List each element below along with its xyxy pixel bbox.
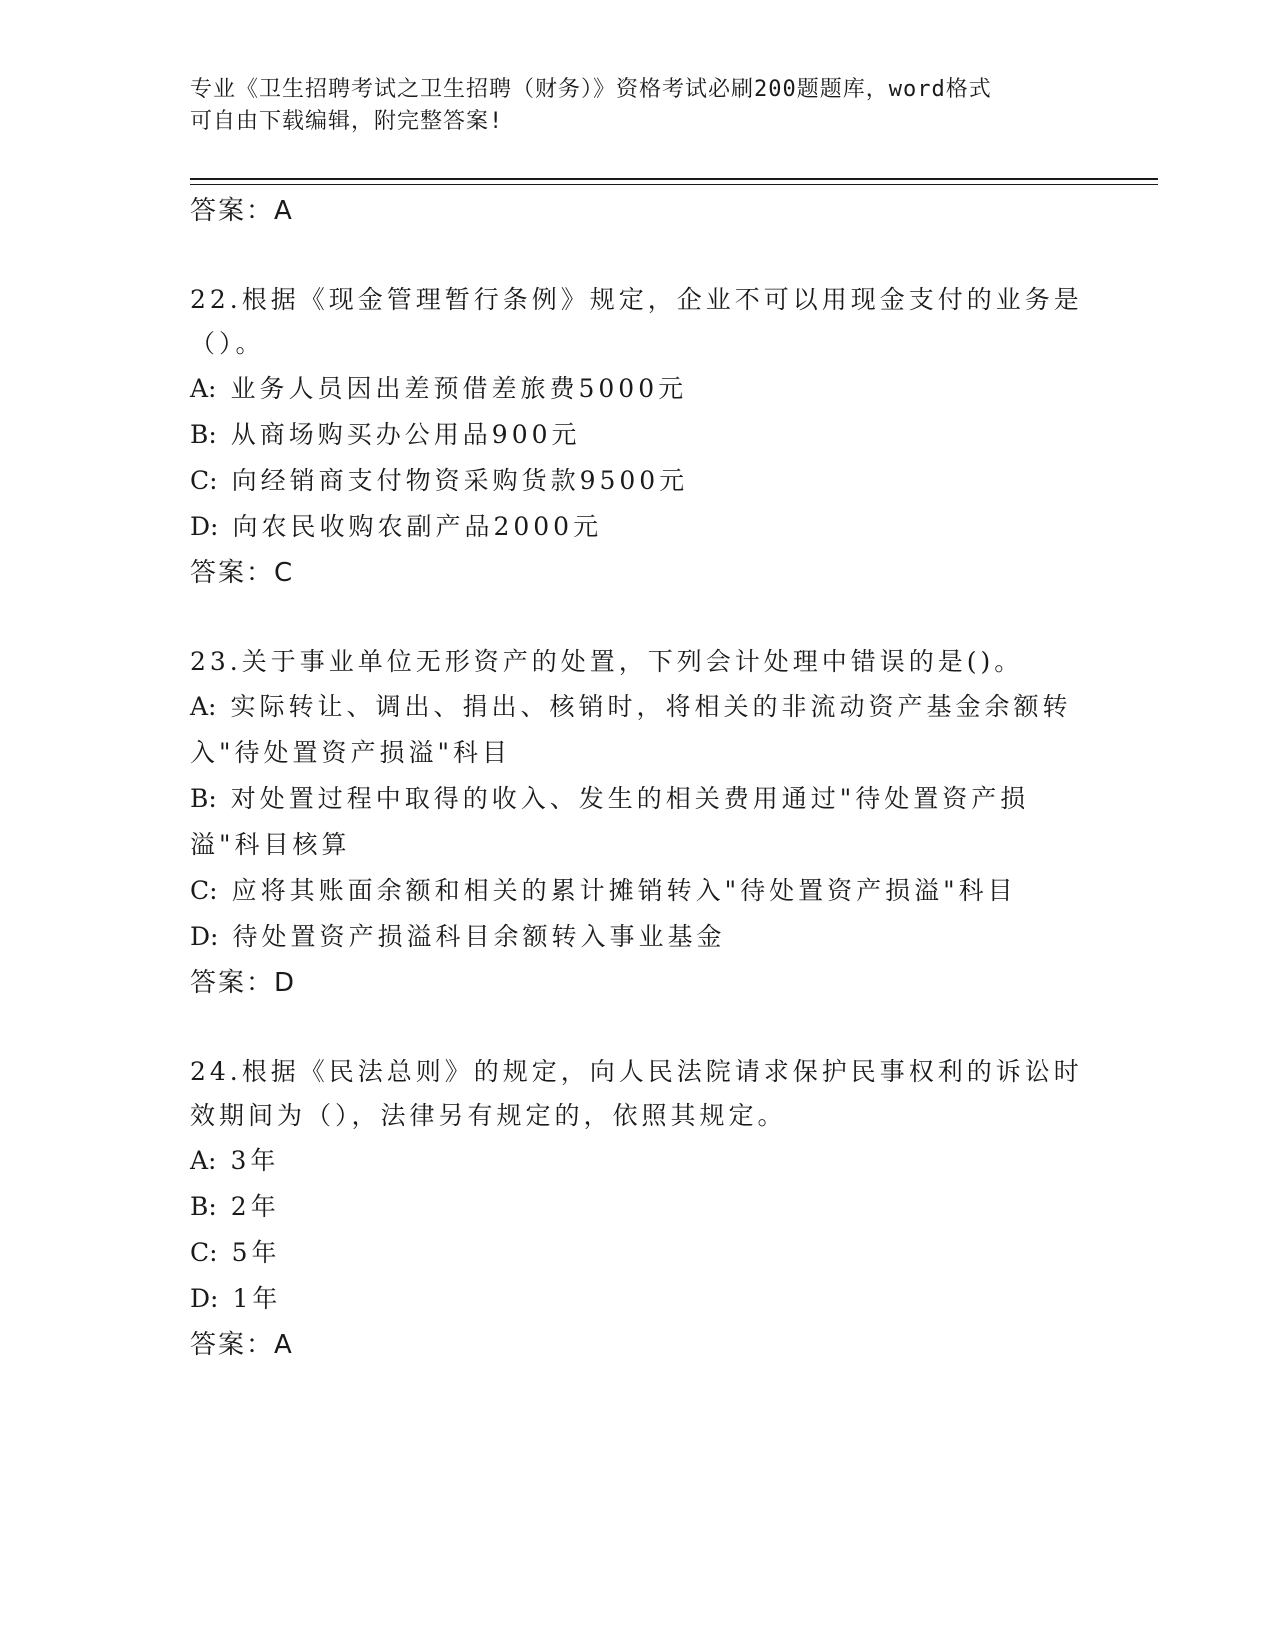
option-b bbox=[190, 776, 1090, 868]
question-24 bbox=[190, 1050, 1090, 1368]
option-label: D: bbox=[190, 1284, 219, 1313]
option-text: 3年 bbox=[230, 1146, 280, 1175]
answer: 答案：D bbox=[190, 968, 297, 998]
option-text: 2年 bbox=[230, 1192, 280, 1221]
option-d bbox=[190, 504, 1090, 550]
option-label: A: bbox=[190, 1146, 217, 1175]
question-list bbox=[190, 188, 1090, 1368]
question-text: 24.根据《民法总则》的规定，向人民法院请求保护民事权利的诉讼时效期间为（），法律另有规定的，依照其规定。 bbox=[190, 1057, 1083, 1130]
option-label: C: bbox=[190, 876, 218, 905]
option-d bbox=[190, 1276, 1090, 1322]
option-text: 1年 bbox=[232, 1284, 282, 1313]
previous-answer: 答案：A bbox=[190, 196, 294, 226]
option-text: 待处置资产损溢科目余额转入事业基金 bbox=[232, 922, 726, 951]
question-23 bbox=[190, 640, 1090, 1006]
option-text: 实际转让、调出、捐出、核销时，将相关的非流动资产基金余额转入"待处置资产损溢"科目 bbox=[190, 692, 1072, 767]
question-22 bbox=[190, 278, 1090, 596]
option-label: A: bbox=[190, 374, 217, 403]
option-label: C: bbox=[190, 466, 218, 495]
option-text: 向经销商支付物资采购货款9500元 bbox=[231, 466, 689, 495]
option-label: B: bbox=[190, 784, 217, 813]
question-text: 23.关于事业单位无形资产的处置，下列会计处理中错误的是()。 bbox=[190, 647, 1024, 676]
option-text: 应将其账面余额和相关的累计摊销转入"待处置资产损溢"科目 bbox=[231, 876, 1017, 905]
option-a bbox=[190, 1138, 1090, 1184]
answer: 答案：A bbox=[190, 1330, 294, 1360]
answer: 答案：C bbox=[190, 558, 295, 588]
option-text: 从商场购买办公用品900元 bbox=[230, 420, 581, 449]
option-label: D: bbox=[190, 512, 219, 541]
option-c bbox=[190, 1230, 1090, 1276]
option-a bbox=[190, 684, 1090, 776]
option-label: A: bbox=[190, 692, 217, 721]
option-b bbox=[190, 1184, 1090, 1230]
header-divider-thin bbox=[190, 184, 1158, 185]
option-b bbox=[190, 412, 1090, 458]
option-text: 对处置过程中取得的收入、发生的相关费用通过"待处置资产损溢"科目核算 bbox=[190, 784, 1030, 859]
option-label: C: bbox=[190, 1238, 218, 1267]
document-header bbox=[190, 74, 1070, 138]
option-text: 向农民收购农副产品2000元 bbox=[232, 512, 603, 541]
option-label: B: bbox=[190, 1192, 217, 1221]
question-text: 22.根据《现金管理暂行条例》规定，企业不可以用现金支付的业务是（）。 bbox=[190, 285, 1083, 358]
option-c bbox=[190, 868, 1090, 914]
option-c bbox=[190, 458, 1090, 504]
option-label: D: bbox=[190, 922, 219, 951]
header-divider-thick bbox=[190, 178, 1158, 180]
option-a bbox=[190, 366, 1090, 412]
option-text: 业务人员因出差预借差旅费5000元 bbox=[230, 374, 688, 403]
option-label: B: bbox=[190, 420, 217, 449]
option-text: 5年 bbox=[231, 1238, 281, 1267]
option-d bbox=[190, 914, 1090, 960]
header-line-2: 可自由下载编辑，附完整答案! bbox=[190, 109, 504, 134]
header-line-1: 专业《卫生招聘考试之卫生招聘（财务）》资格考试必刷200题题库，word格式 bbox=[190, 77, 992, 102]
